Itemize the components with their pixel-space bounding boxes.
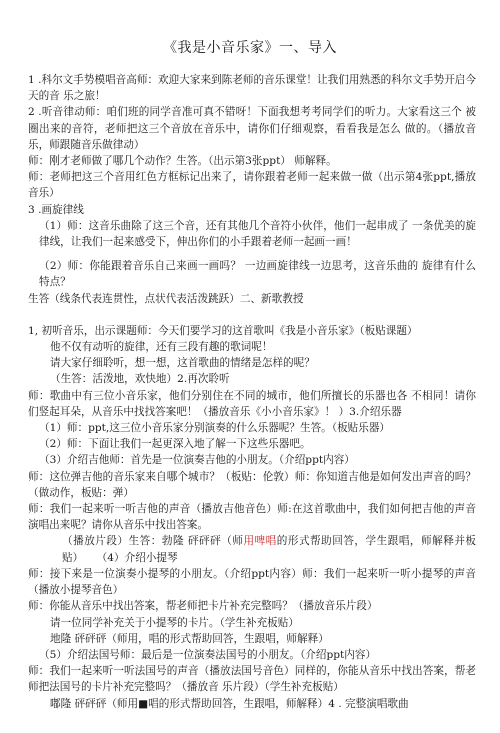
- paragraph-kodaly-hand-signs: 1 .科尔文手势模唱音高师：欢迎大家来到陈老师的音乐课堂！让我们用熟悉的科尔文手势开启今天的音 乐之旅！: [28, 74, 476, 103]
- heading-violin: （4）介绍小提琴: [96, 551, 178, 564]
- paragraph-guitar-city: 师：这位弹吉他的音乐家来自哪个城市？（板贴：伦敦）师：你知道吉他是如何发出声音的吗？（做动作，板贴：弹）: [28, 470, 476, 499]
- paragraph-guitar-answer: [28, 533, 476, 565]
- paragraph-instruments-2: （2）师：下面让我们一起更深入地了解一下这些乐器吧。: [39, 438, 311, 451]
- paragraph-red-box-notes: 师：老师把这三个音用红色方框标记出来了，请你跟着老师一起来做一做（出示第4张ppt,播放音乐）: [28, 171, 476, 200]
- paragraph-instruments-1: （1）师：ppt,这三位小音乐家分别演奏的什么乐器呢？生答。（板贴乐器）: [39, 422, 391, 435]
- paragraph-teacher-question-actions: 师：刚才老师做了哪几个动作？生答。（出示第3张ppt） 师解释。: [28, 155, 337, 168]
- paragraph-listen-mood: 请大家仔细聆听，想一想，这首歌曲的情绪是怎样的呢？: [50, 357, 315, 370]
- paragraph-violin-student: 请一位同学补充关于小提琴的卡片。（学生补充板贴）: [50, 616, 299, 629]
- paragraph-violin-sing: 地隆 砰砰砰（师用，唱的形式帮助回答，生跟唱，师解释）: [50, 632, 329, 645]
- paragraph-first-listen: 1, 初听音乐，出示课题师：今天们要学习的这首歌叫《我是小音乐家》（板贴课题）: [28, 324, 418, 337]
- guitar-answer-text-end: 的形式帮助回答，学生跟唱，师解释并板贴）: [62, 535, 477, 564]
- document-body: [28, 72, 476, 712]
- paragraph-three-musicians: 师：歌曲中有三位小音乐家，他们分别住在不同的城市，他们所擅长的乐器也各 不相同！请你们竖起耳朵，从音乐中找找答案吧！（播放音乐《小小音乐家》！ ）3.介绍乐器: [28, 389, 476, 418]
- paragraph-answer-second-listen: （生答：活泼地，欢快地）2.再次聆听: [50, 373, 230, 386]
- paragraph-french-horn-sound: 师：我们一起来听一听法国号的声音（播放法国号音色）同样的，你能从音乐中找出答案，帮老师把法国号的卡片补充完整吗？（播放音 乐片段）（学生补充板贴）: [28, 665, 476, 694]
- highlighted-text: 用啤唱: [243, 535, 277, 548]
- paragraph-melody-step-2: （2）师：你能跟着音乐自己来画一画吗？ 一边画旋律线一边思考，这音乐曲的 旋律有什么特点？: [39, 260, 476, 289]
- guitar-answer-text: （播放片段）生答：勃隆 砰砰砰（师: [62, 535, 244, 548]
- paragraph-listening-movement: 2 .听音律动师：咱们班的同学音准可真不错呀！下面我想考考同学们的听力。大家看这三个 被圈出来的音符，老师把这三个音放在音乐中，请你们仔细观察，看看我是怎么 做的。（播放音乐，师跟随音乐做律动）: [28, 106, 476, 151]
- paragraph-student-answer-new-song: 生答（线条代表连贯性，点状代表活泼跳跃）二、新歌教授: [28, 292, 304, 305]
- paragraph-guitar-sound: 师：我们一起来听一听吉他的声音（播放吉他音色）师:在这首歌曲中，我们如何把吉他的声音演唱出来呢？请你从音乐中找出答案。: [28, 503, 476, 532]
- paragraph-french-horn-sing: 嘟隆 砰砰砰（师用■唱的形式帮助回答，生跟唱，师解释）4 . 完整演唱歌曲: [50, 697, 409, 710]
- paragraph-violin-card: 师：你能从音乐中找出答案，帮老师把卡片补充完整吗？（播放音乐片段）: [28, 600, 378, 613]
- paragraph-french-horn-intro: （5）介绍法国号师：最后是一位演奏法国号的小朋友。（介绍ppt内容）: [39, 648, 377, 661]
- paragraph-violin-intro: 师：接下来是一位演奏小提琴的小朋友。（介绍ppt内容）师：我们一起来听一听小提琴的声音（播放小提琴音色）: [28, 567, 476, 597]
- document-title: 《我是小音乐家》一、导入: [163, 40, 337, 56]
- paragraph-song-lyrics-note: 他不仅有动听的旋律，还有三段有趣的歌词呢！: [50, 341, 273, 354]
- paragraph-melody-step-1: （1）师：这音乐曲除了这三个音，还有其他几个音符小伙伴，他们一起串成了 一条优美的旋律线，让我们一起来感受下，伸出你们的小手跟着老师一起画一画！: [39, 219, 476, 249]
- paragraph-guitar-intro: （3）介绍吉他师：首先是一位演奏吉他的小朋友。（介绍ppt内容）: [39, 454, 355, 467]
- heading-draw-melody-line: 3 .画旋律线: [28, 203, 84, 216]
